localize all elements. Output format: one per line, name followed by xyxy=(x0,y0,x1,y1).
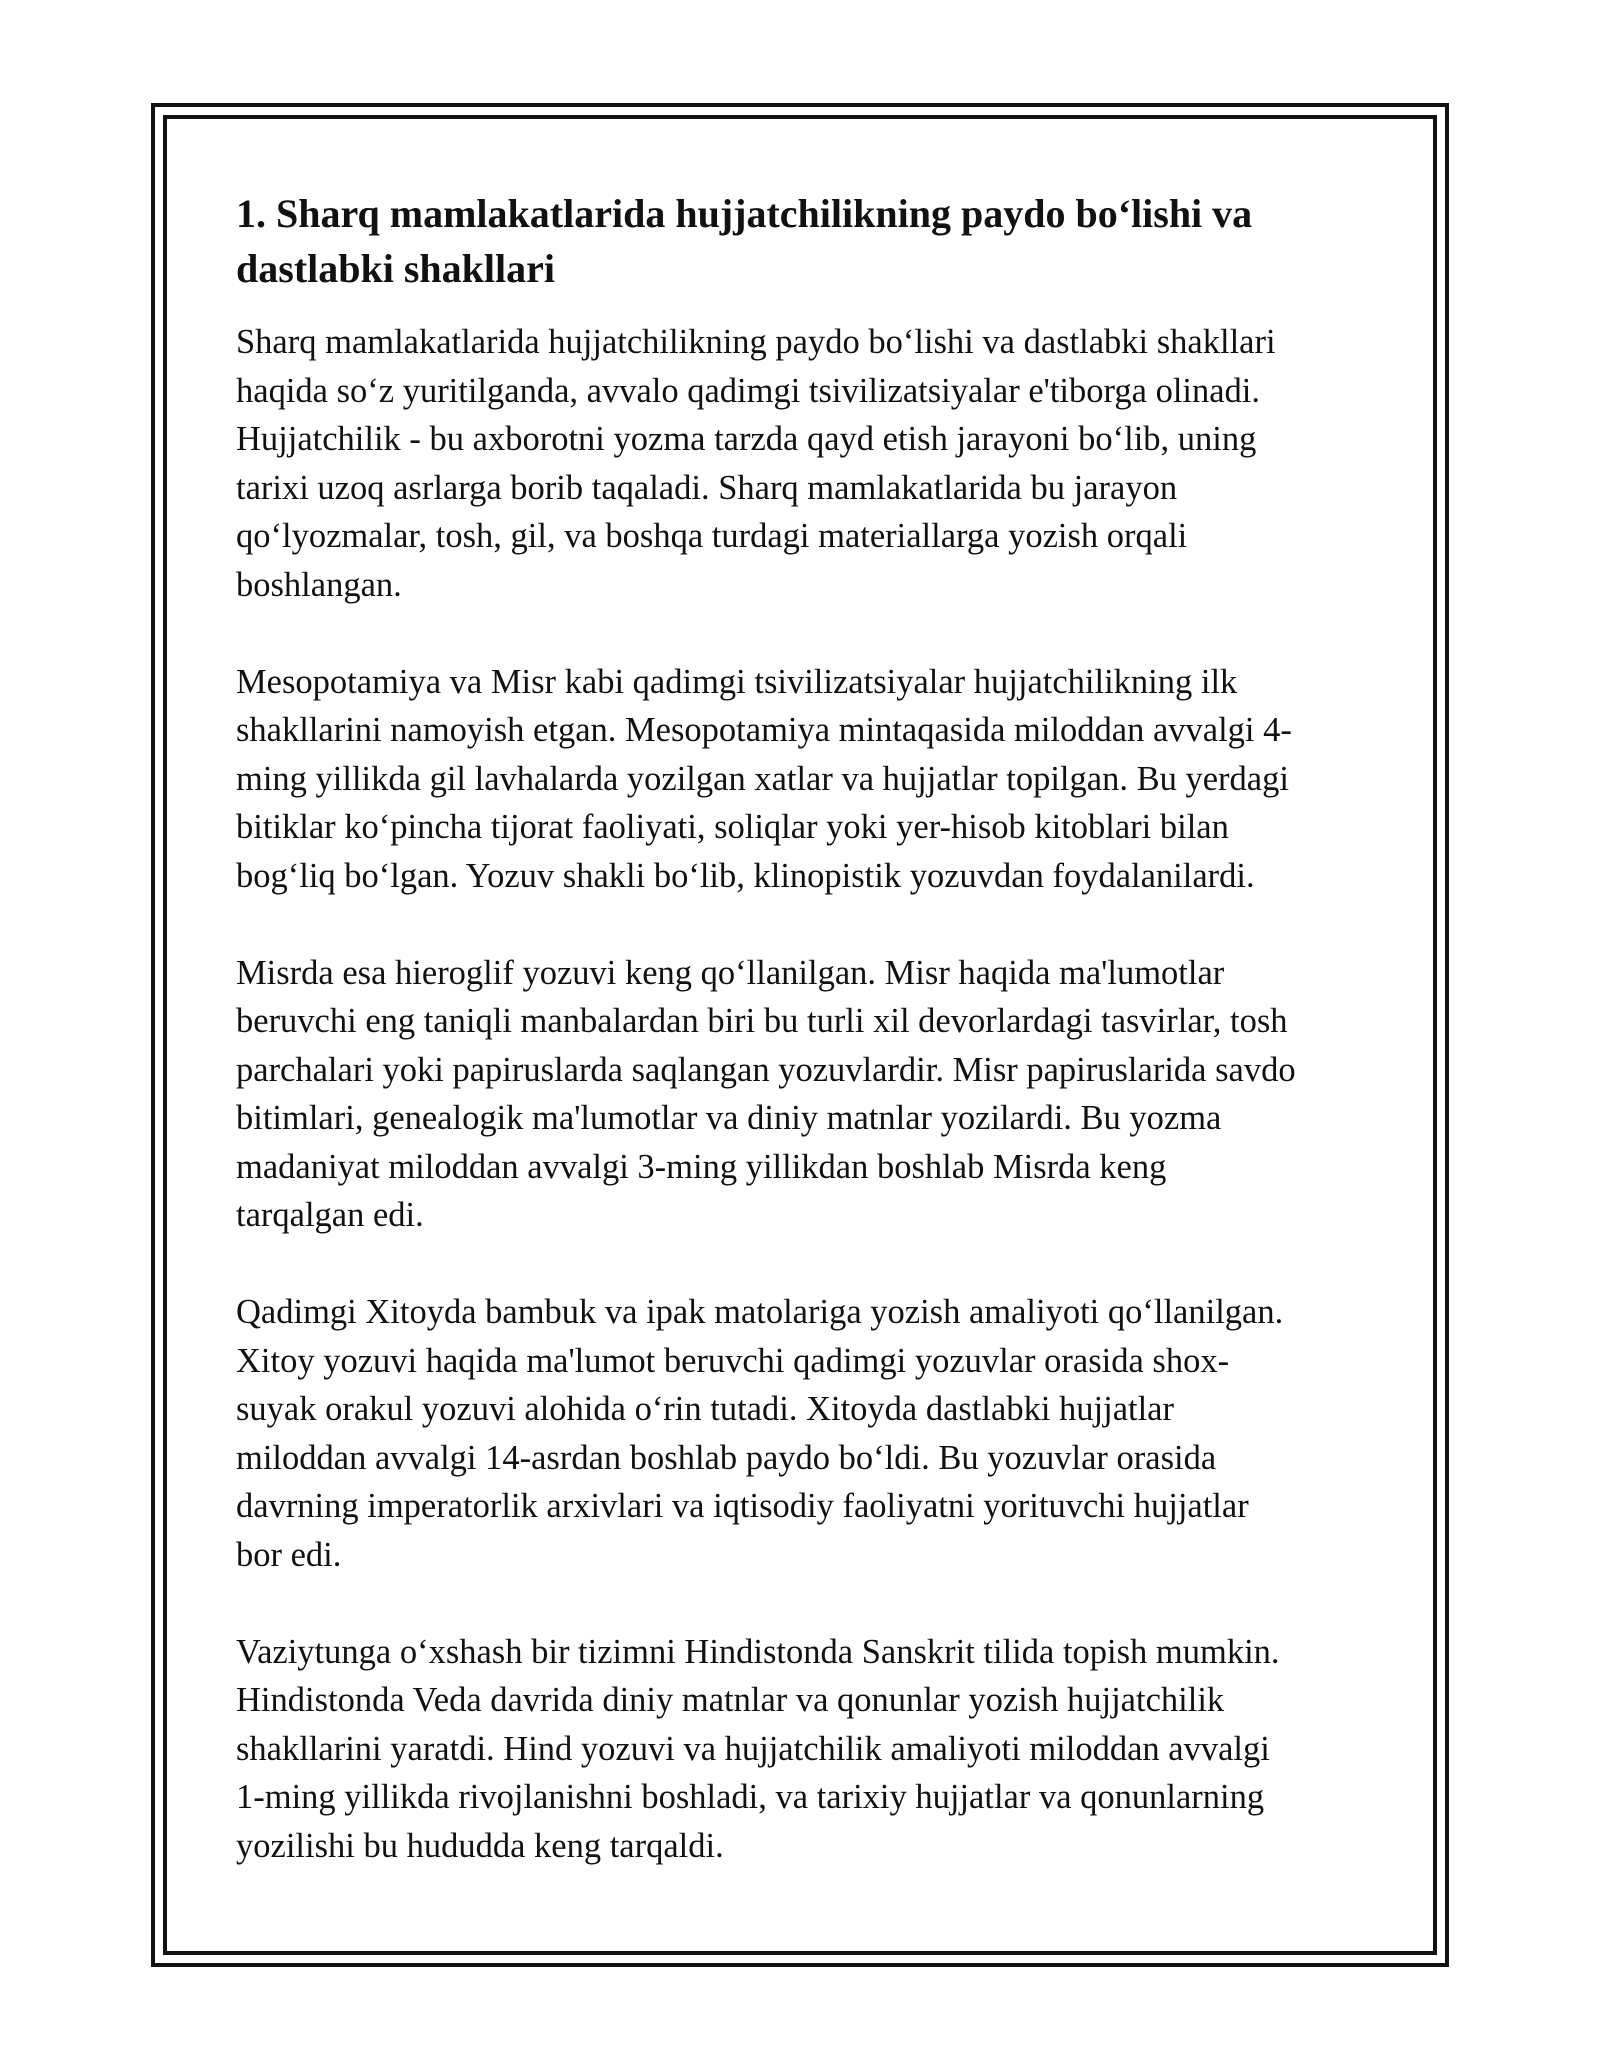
text-line: Vaziytunga o‘xshash bir tizimni Hindistonda Sanskrit tilida topish mumkin. xyxy=(236,1632,1280,1671)
text-line: qo‘lyozmalar, tosh, gil, va boshqa turdagi materiallarga yozish orqali xyxy=(236,517,1188,555)
text-line: Xitoy yozuvi haqida ma'lumot beruvchi qadimgi yozuvlar orasida shox- xyxy=(236,1341,1230,1380)
paragraph-mesopotamia xyxy=(236,658,1376,901)
text-line: Sharq mamlakatlarida hujjatchilikning paydo bo‘lishi va dastlabki shakllari xyxy=(236,323,1276,361)
text-line: yozilishi bu hududda keng tarqaldi. xyxy=(236,1826,724,1865)
text-line: bitimlari, genealogik ma'lumotlar va diniy matnlar yozilardi. Bu yozma xyxy=(236,1099,1222,1137)
text-line: Qadimgi Xitoyda bambuk va ipak matolariga yozish amaliyoti qo‘llanilgan. xyxy=(236,1293,1284,1331)
paragraph-china xyxy=(236,1288,1376,1579)
text-line: tarixi uzoq asrlarga borib taqaladi. Sharq mamlakatlarida bu jarayon xyxy=(236,468,1178,507)
text-line: shakllarini yaratdi. Hind yozuvi va hujjatchilik amaliyoti miloddan avvalgi xyxy=(236,1729,1270,1768)
text-line: beruvchi eng taniqli manbalardan biri bu turli xil devorlardagi tasvirlar, tosh xyxy=(236,1002,1288,1040)
text-line: davrning imperatorlik arxivlari va iqtisodiy faoliyatni yorituvchi hujjatlar xyxy=(236,1487,1249,1525)
text-line: miloddan avvalgi 14-asrdan boshlab paydo bo‘ldi. Bu yozuvlar orasida xyxy=(236,1438,1217,1477)
text-line: parchalari yoki papiruslarda saqlangan yozuvlardir. Misr papiruslarida savdo xyxy=(236,1050,1296,1089)
text-line: madaniyat miloddan avvalgi 3-ming yillikdan boshlab Misrda keng xyxy=(236,1147,1167,1186)
text-line: shakllarini namoyish etgan. Mesopotamiya mintaqasida miloddan avvalgi 4- xyxy=(236,711,1292,749)
text-line: Misrda esa hieroglif yozuvi keng qo‘llanilgan. Misr haqida ma'lumotlar xyxy=(236,953,1225,992)
document-body xyxy=(236,186,1376,1870)
text-line: ming yillikda gil lavhalarda yozilgan xatlar va hujjatlar topilgan. Bu yerdagi xyxy=(236,759,1289,798)
text-line: bitiklar ko‘pincha tijorat faoliyati, soliqlar yoki yer-hisob kitoblari bilan xyxy=(236,808,1229,846)
text-line: 1-ming yillikda rivojlanishni boshladi, va tarixiy hujjatlar va qonunlarning xyxy=(236,1778,1265,1816)
text-line: boshlangan. xyxy=(236,565,402,604)
text-line: haqida so‘z yuritilganda, avvalo qadimgi tsivilizatsiyalar e'tiborga olinadi. xyxy=(236,371,1261,410)
text-line: Hujjatchilik - bu axborotni yozma tarzda qayd etish jarayoni bo‘lib, uning xyxy=(236,420,1257,458)
section-title xyxy=(236,186,1376,296)
text-line: suyak orakul yozuvi alohida o‘rin tutadi. Xitoyda dastlabki hujjatlar xyxy=(236,1390,1174,1428)
title-line: 1. Sharq mamlakatlarida hujjatchilikning paydo bo‘lishi va xyxy=(236,191,1253,236)
text-line: bor edi. xyxy=(236,1535,342,1574)
text-line: bog‘liq bo‘lgan. Yozuv shakli bo‘lib, klinopistik yozuvdan foydalanilardi. xyxy=(236,856,1255,895)
paragraph-india xyxy=(236,1628,1376,1871)
text-line: tarqalgan edi. xyxy=(236,1196,424,1234)
title-line: dastlabki shakllari xyxy=(236,246,556,291)
paragraph-egypt xyxy=(236,949,1376,1240)
paragraph-intro xyxy=(236,318,1376,609)
text-line: Hindistonda Veda davrida diniy matnlar va qonunlar yozish hujjatchilik xyxy=(236,1681,1225,1719)
text-line: Mesopotamiya va Misr kabi qadimgi tsivilizatsiyalar hujjatchilikning ilk xyxy=(236,662,1238,701)
